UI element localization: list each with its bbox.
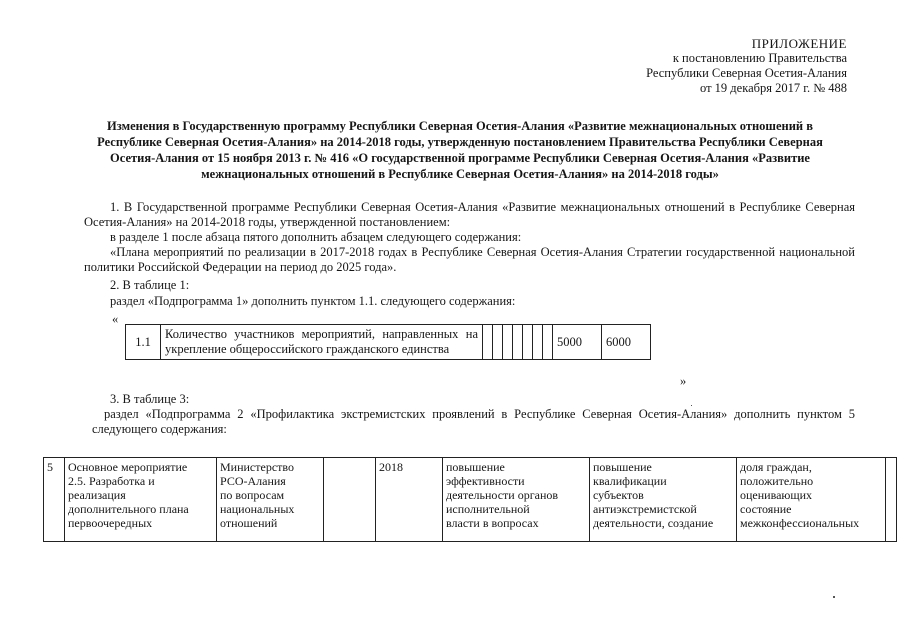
- appendix-header: [547, 36, 847, 96]
- cell-line: деятельности, создание: [593, 516, 714, 530]
- item3-section: раздел «Подпрограмма 2 «Профилактика экстремистских проявлений в Республике Северная Осетия-Алания» дополнить пунктом 5 следующего содержания:: [92, 407, 855, 436]
- cell-line: повышение: [446, 460, 505, 474]
- cell-line: власти в вопросах: [446, 516, 539, 530]
- cell-line: антиэкстремистской: [593, 502, 697, 516]
- item1-insert: «Плана мероприятий по реализации в 2017-2018 годах в Республике Северная Осетия-Алания Стратегии государственной национальной политики Российской Федерации на период до 2025 года».: [84, 245, 855, 274]
- item1-intro: 1. В Государственной программе Республики Северная Осетия-Алания «Развитие межнациональных отношений в Республике Северная Осетия-Алания» на 2014-2018 годы, утвержденной постановлением:: [84, 200, 855, 229]
- table3-cell-executor: [217, 458, 324, 542]
- cell-line: первоочередных: [68, 516, 153, 530]
- table3-cell-outcome: [590, 458, 737, 542]
- item2-heading: 2. В таблице 1:: [110, 278, 190, 292]
- cell-line: исполнительной: [446, 502, 530, 516]
- cell-line: повышение: [593, 460, 652, 474]
- item1-section: в разделе 1 после абзаца пятого дополнить абзацем следующего содержания:: [110, 230, 522, 244]
- table3-cell-empty: [324, 458, 376, 542]
- cell-line: 2.5. Разработка и: [68, 474, 155, 488]
- table1-value-2018: 6000: [602, 325, 651, 360]
- table1-close-quote: »: [680, 374, 687, 388]
- scan-speck: [833, 596, 835, 598]
- scan-speck: [691, 405, 692, 406]
- table1-open-quote: «: [112, 312, 119, 326]
- item2-section: раздел «Подпрограмма 1» дополнить пунктом 1.1. следующего содержания:: [110, 294, 516, 308]
- table3-insert: [43, 457, 897, 542]
- cell-line: по вопросам: [220, 488, 285, 502]
- table-row: [126, 325, 651, 360]
- table1-value-2017: 5000: [553, 325, 602, 360]
- cell-line: субъектов: [593, 488, 644, 502]
- cell-line: оценивающих: [740, 488, 813, 502]
- table1-row-number: 1.1: [126, 325, 161, 360]
- appendix-line-decree: к постановлению Правительства: [672, 51, 847, 65]
- table1-empty-cell: [493, 325, 503, 360]
- table1-insert: [125, 324, 651, 360]
- table3-cell-indicator: [737, 458, 886, 542]
- table1-empty-cell: [503, 325, 513, 360]
- cell-line: доля граждан,: [740, 460, 812, 474]
- document-title: Изменения в Государственную программу Республики Северная Осетия-Алания «Развитие межнациональных отношений в Республике Северная Осетия-Алания» на 2014-2018 годы, утвержденную постановлением Правительства Республики Северная Осетия-Алания от 15 ноября 2013 г. № 416 «О государственной программе Республики Северная Осетия-Алания «Развитие межнациональных отношений в Республике Северная Осетия-Алания» на 2014-2018 годы»: [97, 119, 823, 181]
- table3-cell-year: 2018: [376, 458, 443, 542]
- table1-empty-cell: [533, 325, 543, 360]
- cell-line: положительно: [740, 474, 814, 488]
- table1-empty-cell: [543, 325, 553, 360]
- cell-line: квалификации: [593, 474, 667, 488]
- cell-line: реализация: [68, 488, 126, 502]
- cell-line: деятельности органов: [446, 488, 559, 502]
- appendix-line-date: от 19 декабря 2017 г. № 488: [699, 81, 847, 95]
- cell-line: РСО-Алания: [220, 474, 286, 488]
- table-row: [44, 458, 897, 542]
- table3-cell-edge: [886, 458, 897, 542]
- cell-line: дополнительного плана: [68, 502, 189, 516]
- table1-empty-cell: [483, 325, 493, 360]
- table1-row-description: Количество участников мероприятий, направленных на укрепление общероссийского гражданского единства: [161, 325, 483, 360]
- table3-row-number: 5: [44, 458, 65, 542]
- cell-line: национальных: [220, 502, 295, 516]
- cell-line: отношений: [220, 516, 278, 530]
- cell-line: Основное мероприятие: [68, 460, 188, 474]
- item3-heading: 3. В таблице 3:: [110, 392, 190, 406]
- cell-line: состояние: [740, 502, 792, 516]
- cell-line: эффективности: [446, 474, 525, 488]
- table3-cell-result: [443, 458, 590, 542]
- appendix-line-republic: Республики Северная Осетия-Алания: [646, 66, 847, 80]
- table1-empty-cell: [523, 325, 533, 360]
- table3-cell-measure: [65, 458, 217, 542]
- cell-line: межконфессиональных: [740, 516, 860, 530]
- table1-empty-cell: [513, 325, 523, 360]
- cell-line: Министерство: [220, 460, 294, 474]
- appendix-title: ПРИЛОЖЕНИЕ: [751, 36, 847, 51]
